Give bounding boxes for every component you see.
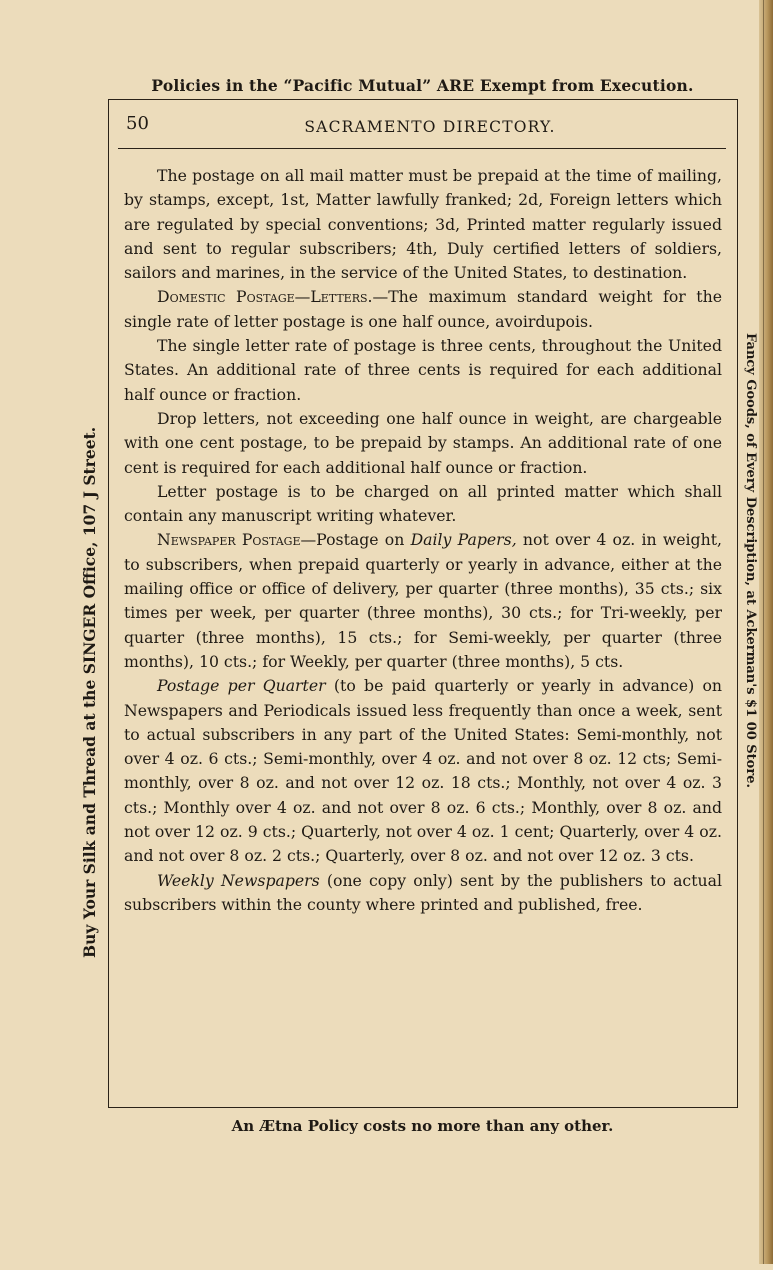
paragraph-postage-per-quarter (124, 674, 722, 868)
paragraph-weekly-newspapers (124, 869, 722, 918)
paragraph-single-rate: The single letter rate of postage is three cents, throughout the United States. An additional rate of three cents is required for each additional half ounce or fraction. (124, 336, 722, 404)
page-body (124, 164, 722, 917)
bottom-margin-ad: An Ætna Policy costs no more than any other. (231, 1117, 614, 1135)
section-heading-domestic-postage: Domestic Postage—Letters. (157, 287, 373, 307)
weekly-newspapers-text: (one copy only) sent by the publishers to actual subscribers within the county where printed and published, free. (124, 870, 722, 914)
paragraph-domestic-postage (124, 285, 722, 334)
header-rule (118, 148, 726, 149)
paragraph-newspaper-postage (124, 528, 722, 674)
page-edge (759, 0, 773, 1264)
left-margin-ad: Buy Your Silk and Thread at the SINGER Office, 107 J Street. (80, 426, 99, 958)
daily-papers-term: Daily Papers, (410, 530, 517, 550)
paragraph-printed-matter: Letter postage is to be charged on all printed matter which shall contain any manuscript writing whatever. (124, 481, 722, 526)
postage-per-quarter-term: Postage per Quarter (157, 676, 326, 696)
page-number: 50 (126, 113, 149, 134)
paragraph-prepayment: The postage on all mail matter must be prepaid at the time of mailing, by stamps, except, 1st, Matter lawfully franked; 2d, Foreign letters which are regulated by special conventions; 3d, Printed matter regularly issued and sent to regular subscribers; 4th, Duly certified letters of soldiers, sailors and marines, in the service of the United States, to destination. (124, 166, 722, 283)
top-margin-ad: Policies in the “Pacific Mutual” ARE Exempt from Execution. (151, 76, 694, 95)
weekly-newspapers-term: Weekly Newspapers (157, 870, 320, 890)
paragraph-drop-letters: Drop letters, not exceeding one half ounce in weight, are chargeable with one cent postage, to be prepaid by stamps. An additional rate of one cent is required for each additional half ounce or fraction. (124, 408, 722, 477)
newspaper-postage-text-a: —Postage on (300, 530, 411, 550)
right-margin-ad: Fancy Goods, of Every Description, at Ackerman's $1 00 Store. (743, 333, 758, 788)
running-title: SACRAMENTO DIRECTORY. (304, 118, 556, 136)
page-edge-line (763, 0, 764, 1264)
domestic-postage-text: —The maximum standard weight for the single rate of letter postage is one half ounce, avoirdupois. (124, 287, 722, 331)
section-heading-newspaper-postage: Newspaper Postage (157, 530, 301, 550)
newspaper-postage-text-b: not over 4 oz. in weight, to subscribers, when prepaid quarterly or yearly in advance, either at the mailing office or office of delivery, per quarter (three months), 35 cts.; six times per week, per quarter (three months), 30 cts.; for Tri-weekly, per quarter (three months), 15 cts.; for Semi-weekly, per quarter (three months), 10 cts.; for Weekly, per quarter (three months), 5 cts. (124, 530, 722, 671)
postage-per-quarter-text: (to be paid quarterly or yearly in advance) on Newspapers and Periodicals issued less frequently than once a week, sent to actual subscribers in any part of the United States: Semi-monthly, not over 4 oz. 6 cts.; Semi-monthly, over 4 oz. and not over 8 oz. 12 cts; Semi-monthly, over 8 oz. and not over 12 oz. 18 cts.; Monthly, not over 4 oz. 3 cts.; Monthly over 4 oz. and not over 8 oz. 6 cts.; Monthly, over 8 oz. and not over 12 oz. 9 cts.; Quarterly, not over 4 oz. 1 cent; Quarterly, over 4 oz. and not over 8 oz. 2 cts.; Quarterly, over 8 oz. and not over 12 oz. 3 cts. (124, 676, 722, 866)
